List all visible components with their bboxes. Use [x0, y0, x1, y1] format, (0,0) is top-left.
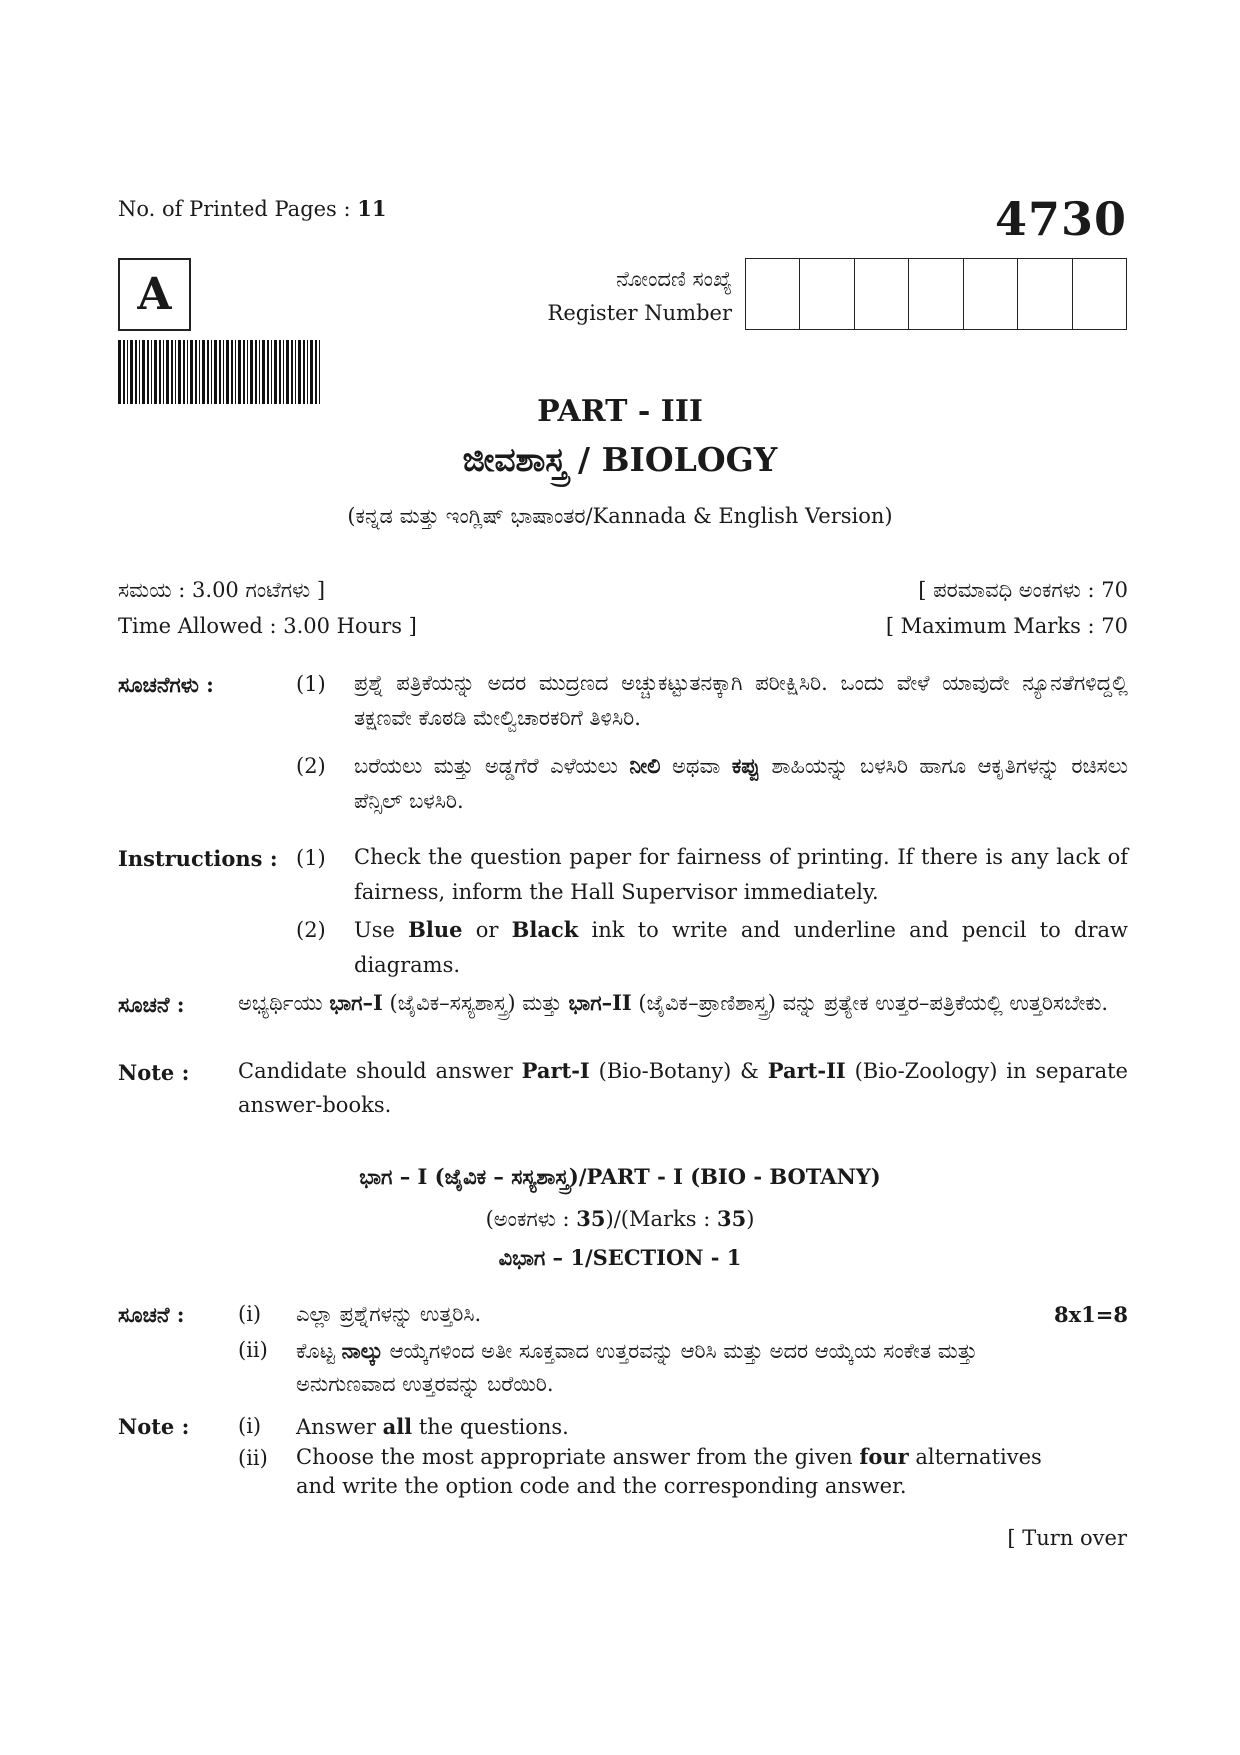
section-note-kn-1-num: (i)	[238, 1302, 262, 1326]
instruction-en-1-text: Check the question paper for fairness of printing. If there is any lack of fairness, inform the Hall Supervisor immediately.	[354, 845, 1128, 904]
printed-pages-label: No. of Printed Pages :	[118, 197, 358, 221]
note-kn-text: ಅಭ್ಯರ್ಥಿಯು ಭಾಗ–I (ಜೈವಿಕ–ಸಸ್ಯಶಾಸ್ತ್ರ) ಮತ್ತು ಭಾಗ–II (ಜೈವಿಕ–ಪ್ರಾಣಿಶಾಸ್ತ್ರ) ವನ್ನು ಪ್ರತ್ಯೇಕ ಉತ್ತರ–ಪತ್ರಿಕೆಯಲ್ಲಿ ಉತ್ತರಿಸಬೇಕು.	[238, 990, 1109, 1015]
time-allowed-en: Time Allowed : 3.00 Hours ]	[118, 614, 417, 638]
register-digit-box[interactable]	[800, 259, 854, 329]
note-en-text: Candidate should answer Part-I (Bio-Botany) & Part-II (Bio-Zoology) in separate answer-books.	[238, 1058, 1128, 1117]
version-letter: A	[137, 269, 172, 320]
register-digit-box[interactable]	[964, 259, 1018, 329]
section-note-en-2-text: Choose the most appropriate answer from the given four alternatives and write the option code and the corresponding answer.	[296, 1444, 1042, 1498]
instructions-kn	[118, 672, 1128, 832]
time-marks-row-kn	[118, 578, 1128, 603]
printed-pages-line	[118, 196, 387, 221]
note-en	[118, 1060, 1128, 1130]
section-note-kn-label: ಸೂಚನೆ :	[118, 1302, 185, 1327]
instruction-kn-1-num: (1)	[296, 672, 326, 696]
instruction-en-2-text: Use Blue or Black ink to write and underline and pencil to draw diagrams.	[354, 917, 1128, 977]
section-note-en-1-num: (i)	[238, 1414, 262, 1438]
max-marks-kn: [ ಪರಮಾವಧಿ ಅಂಕಗಳು : 70	[918, 578, 1128, 602]
section-note-en-2-num: (ii)	[238, 1446, 268, 1470]
section-note-en-label: Note :	[118, 1414, 190, 1439]
time-allowed-kn: ಸಮಯ : 3.00 ಗಂಟೆಗಳು ]	[118, 578, 326, 602]
register-label-en: Register Number	[547, 301, 732, 325]
instruction-en-1-num: (1)	[296, 846, 326, 870]
paper-code: 4730	[994, 192, 1127, 246]
note-kn-label: ಸೂಚನೆ :	[118, 992, 185, 1017]
time-marks-row-en	[118, 614, 1128, 638]
part-one-heading: ಭಾಗ – I (ಜೈವಿಕ – ಸಸ್ಯಶಾಸ್ತ್ರ)/PART - I (BIO - BOTANY)	[359, 1164, 881, 1189]
instructions-en	[118, 846, 1128, 986]
version-line: (ಕನ್ನಡ ಮತ್ತು ಇಂಗ್ಲಿಷ್ ಭಾಷಾಂತರ/Kannada & English Version)	[347, 504, 893, 528]
version-box	[118, 258, 191, 331]
instructions-en-label: Instructions :	[118, 846, 278, 871]
section-heading: ವಿಭಾಗ – 1/SECTION - 1	[498, 1245, 742, 1270]
printed-pages-value: 11	[357, 196, 387, 221]
section-note-en-1-text: Answer all the questions.	[296, 1414, 569, 1439]
register-digit-box[interactable]	[746, 259, 800, 329]
part-title: PART - III	[537, 394, 703, 429]
subject-title: ಜೀವಶಾಸ್ತ್ರ / BIOLOGY	[462, 440, 778, 479]
instructions-kn-label: ಸೂಚನೆಗಳು :	[118, 672, 214, 697]
part-one-marks: (ಅಂಕಗಳು : 35)/(Marks : 35)	[485, 1206, 755, 1231]
register-digit-box[interactable]	[909, 259, 963, 329]
note-en-label: Note :	[118, 1060, 190, 1085]
note-kn	[118, 992, 1128, 1062]
register-label	[548, 262, 732, 330]
max-marks-en: [ Maximum Marks : 70	[885, 614, 1128, 638]
register-digit-box[interactable]	[1073, 259, 1126, 329]
section-note-kn-2-num: (ii)	[238, 1338, 268, 1362]
marks-formula: 8x1=8	[1054, 1302, 1128, 1327]
section-note-kn-2-text: ಕೊಟ್ಟ ನಾಲ್ಕು ಆಯ್ಕೆಗಳಿಂದ ಅತೀ ಸೂಕ್ತವಾದ ಉತ್ತರವನ್ನು ಆರಿಸಿ ಮತ್ತು ಅದರ ಆಯ್ಕೆಯ ಸಂಕೇತ ಮತ್ತು ಅನುಗುಣವಾದ ಉತ್ತರವನ್ನು ಬರೆಯಿರಿ.	[296, 1338, 978, 1396]
register-label-kn: ನೋಂದಣಿ ಸಂಖ್ಯೆ	[616, 267, 732, 291]
section-note-kn-1-text: ಎಲ್ಲಾ ಪ್ರಶ್ನೆಗಳನ್ನು ಉತ್ತರಿಸಿ.	[296, 1302, 482, 1326]
instruction-kn-2-num: (2)	[296, 754, 326, 778]
register-digit-box[interactable]	[855, 259, 909, 329]
register-digit-box[interactable]	[1018, 259, 1072, 329]
instruction-kn-1-text: ಪ್ರಶ್ನೆ ಪತ್ರಿಕೆಯನ್ನು ಅದರ ಮುದ್ರಣದ ಅಚ್ಚುಕಟ್ಟುತನಕ್ಕಾಗಿ ಪರೀಕ್ಷಿಸಿರಿ. ಒಂದು ವೇಳೆ ಯಾವುದೇ ನ್ಯೂನತೆಗಳಿದ್ದಲ್ಲಿ ತಕ್ಷಣವೇ ಕೊಠಡಿ ಮೇಲ್ವಿಚಾರಕರಿಗೆ ತಿಳಿಸಿರಿ.	[354, 671, 1128, 730]
instruction-en-2-num: (2)	[296, 918, 326, 942]
section-note-kn	[118, 1302, 1128, 1396]
instruction-kn-2-text: ಬರೆಯಲು ಮತ್ತು ಅಡ್ಡಗೆರೆ ಎಳೆಯಲು ನೀಲಿ ಅಥವಾ ಕಪ್ಪು ಶಾಹಿಯನ್ನು ಬಳಸಿರಿ ಹಾಗೂ ಆಕೃತಿಗಳನ್ನು ರಚಿಸಲು ಪೆನ್ಸಿಲ್ ಬಳಸಿರಿ.	[354, 753, 1128, 813]
register-number-grid[interactable]	[745, 258, 1127, 330]
section-note-en	[118, 1414, 1128, 1504]
turn-over: [ Turn over	[1007, 1526, 1127, 1550]
